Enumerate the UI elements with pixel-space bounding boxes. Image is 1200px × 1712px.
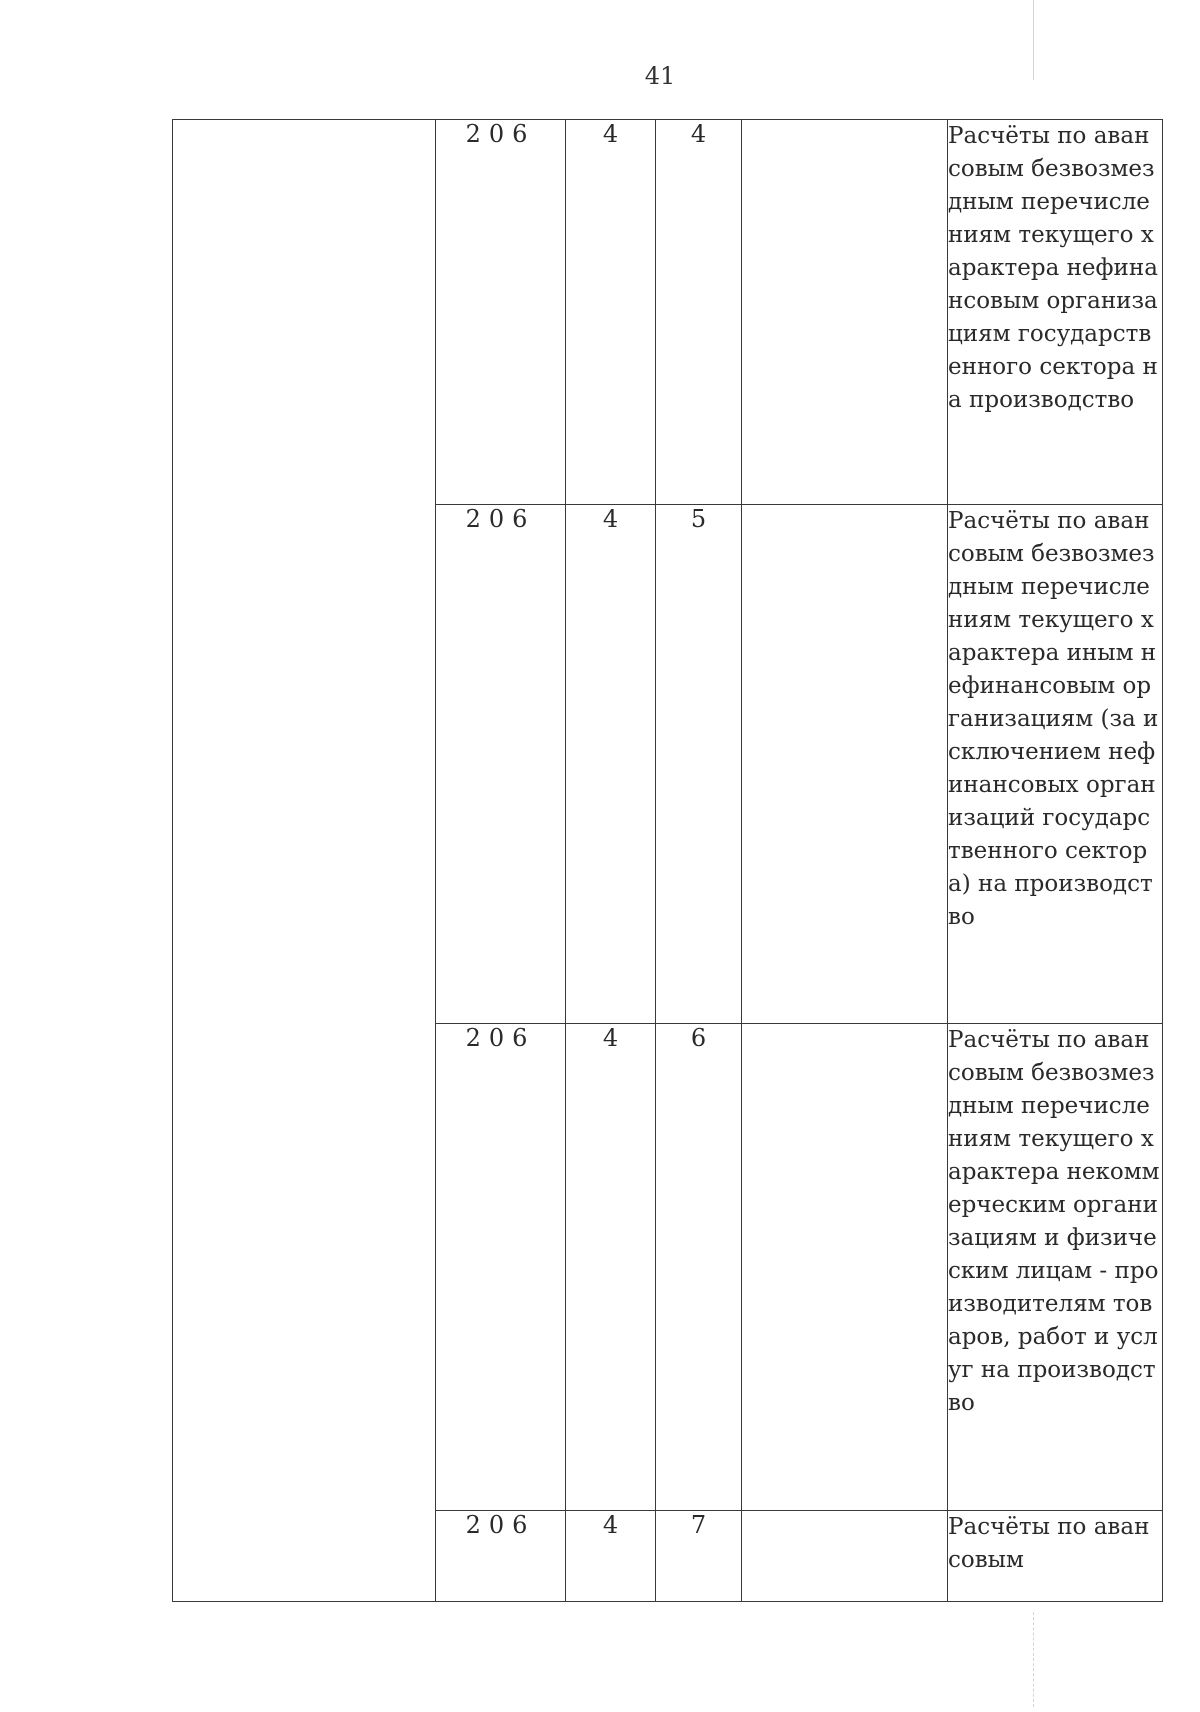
fold-line-bottom (1033, 1612, 1034, 1707)
description-cell: Расчёты по авансовым безвозмездным перечислениям текущего характера некоммерческим организациям и физическим лицам - производителям товаров, работ и услуг на производство (948, 1024, 1163, 1511)
page-number: 41 (644, 62, 676, 90)
group-cell: 4 (566, 505, 656, 1024)
group-cell: 4 (566, 120, 656, 505)
description-cell: Расчёты по авансовым (948, 1511, 1163, 1602)
empty-cell (742, 1511, 948, 1602)
description-cell: Расчёты по авансовым безвозмездным перечислениям текущего характера нефинансовым организациям государственного сектора на производство (948, 120, 1163, 505)
group-cell: 4 (566, 1024, 656, 1511)
account-code-cell: 206 (436, 1024, 566, 1511)
account-code-cell: 206 (436, 505, 566, 1024)
item-cell: 6 (656, 1024, 742, 1511)
accounts-table (172, 119, 1163, 1602)
left-empty-cell (173, 120, 436, 1602)
account-code-cell: 206 (436, 1511, 566, 1602)
empty-cell (742, 1024, 948, 1511)
item-cell: 5 (656, 505, 742, 1024)
table-row (173, 120, 1163, 505)
item-cell: 7 (656, 1511, 742, 1602)
empty-cell (742, 505, 948, 1024)
group-cell: 4 (566, 1511, 656, 1602)
description-cell: Расчёты по авансовым безвозмездным перечислениям текущего характера иным нефинансовым организациям (за исключением нефинансовых организаций государственного сектора) на производство (948, 505, 1163, 1024)
item-cell: 4 (656, 120, 742, 505)
fold-line-top (1033, 0, 1034, 80)
account-code-cell: 206 (436, 120, 566, 505)
empty-cell (742, 120, 948, 505)
